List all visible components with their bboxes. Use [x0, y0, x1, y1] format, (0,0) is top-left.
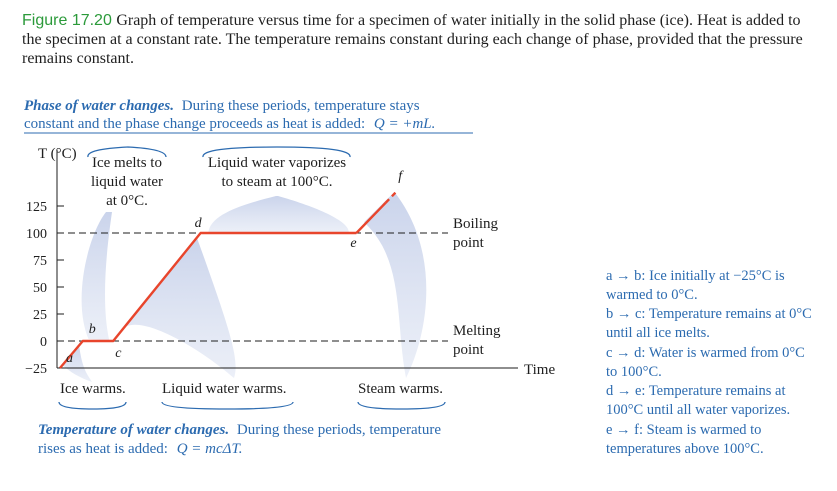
- side-note-8: e → f: Steam is warmed to: [606, 422, 762, 438]
- liquid-vaporizes-fan: [208, 196, 349, 233]
- y-tick-label: 0: [40, 335, 47, 350]
- steam-warms-fan: [364, 192, 426, 378]
- liquid-warms-label: Liquid water warms.: [162, 381, 287, 397]
- side-note-9: temperatures above 100°C.: [606, 441, 764, 457]
- temperature-note-text: During these periods, temperature: [236, 422, 441, 438]
- liquid-vaporizes-line1: Liquid water vaporizes: [207, 155, 347, 171]
- figure-label: Figure: [22, 12, 68, 29]
- phase-note-line1: [24, 98, 420, 114]
- y-tick-label: 25: [33, 308, 47, 323]
- y-tick-label: 75: [33, 254, 47, 269]
- ice-warms-label: Ice warms.: [60, 381, 126, 397]
- temperature-note-line2-text: rises as heat is added:: [38, 441, 168, 457]
- point-label-c: c: [115, 346, 122, 361]
- side-note-6: d → e: Temperature remains at: [606, 383, 786, 399]
- ice-warms-brace: [59, 402, 126, 409]
- y-tick-label: −25: [25, 362, 47, 377]
- y-tick-label: 125: [26, 200, 47, 215]
- liquid-vaporizes-line2: to steam at 100°C.: [221, 174, 333, 190]
- y-tick-label: 50: [33, 281, 47, 296]
- figure-number: 17.20: [71, 12, 112, 29]
- point-label-a: a: [66, 351, 73, 366]
- side-note-7: 100°C until all water vaporizes.: [606, 402, 791, 418]
- steam-warms-brace: [358, 402, 445, 409]
- ice-melts-line1: Ice melts to: [92, 155, 162, 171]
- liquid-warms-fan: [121, 237, 236, 378]
- ice-melts-fan: [82, 212, 112, 341]
- side-note-2: b → c: Temperature remains at 0°C: [606, 306, 812, 322]
- side-note-5: to 100°C.: [606, 364, 662, 380]
- temperature-note-bold: Temperature of water changes.: [38, 422, 230, 438]
- ice-melts-line3: at 0°C.: [106, 193, 148, 209]
- ice-melts-line2: liquid water: [90, 174, 164, 190]
- phase-note-line2: [24, 116, 435, 132]
- side-note-0: a → b: Ice initially at −25°C is: [606, 268, 785, 284]
- phase-note-formula: Q = +mL.: [373, 116, 436, 132]
- liquid-warms-brace: [162, 402, 293, 409]
- melting-point-line2: point: [453, 342, 484, 358]
- caption-text: Graph of temperature versus time for a specimen of water initially in the solid phase (ice). Heat is added to the specimen at a constant rate. The temperature remains constant during each change of phase, provided that the pressure remains constant.: [22, 12, 803, 67]
- temperature-note-formula: Q = mcΔT.: [176, 441, 243, 457]
- side-note-1: warmed to 0°C.: [606, 287, 698, 303]
- y-axis-label: T (°C): [38, 146, 77, 162]
- x-axis-label: Time: [524, 362, 556, 378]
- point-label-b: b: [88, 322, 96, 337]
- phase-note-text: During these periods, temperature stays: [181, 98, 420, 114]
- point-label-d: d: [194, 216, 202, 231]
- side-note-3: until all ice melts.: [606, 325, 710, 341]
- temperature-note-line1: [38, 422, 441, 438]
- point-label-f: f: [398, 168, 403, 184]
- melting-point-line1: Melting: [453, 323, 501, 339]
- phase-note-line2-text: constant and the phase change proceeds as heat is added:: [24, 116, 366, 132]
- temperature-note-line2: [38, 441, 242, 457]
- side-note-4: c → d: Water is warmed from 0°C: [606, 345, 805, 361]
- point-label-e: e: [350, 236, 357, 251]
- boiling-point-line2: point: [453, 235, 484, 251]
- boiling-point-line1: Boiling: [453, 216, 499, 232]
- phase-note-bold: Phase of water changes.: [24, 98, 174, 114]
- y-tick-label: 100: [26, 227, 47, 242]
- steam-warms-label: Steam warms.: [358, 381, 443, 397]
